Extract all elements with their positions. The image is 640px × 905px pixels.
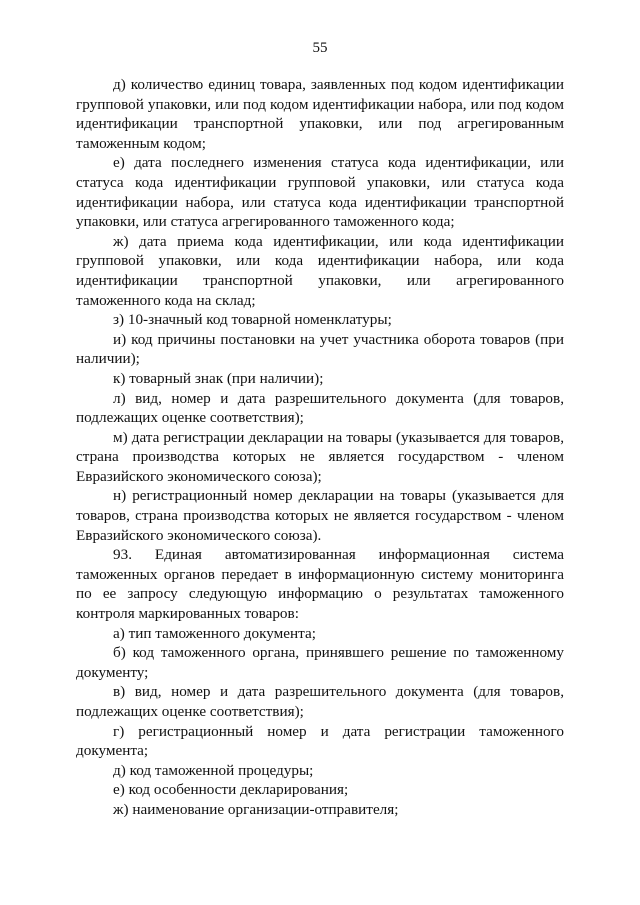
paragraph-item-e2: е) код особенности декларирования;	[113, 781, 349, 799]
paragraph-item-e: е) дата последнего изменения статуса кода идентификации, или статуса кода идентификации групповой упаковки, или статуса кода идентификации набора, или статуса кода идентификации транспортной упаковки, или статуса агрегированного таможенного кода;	[76, 154, 564, 231]
paragraph-item-k: к) товарный знак (при наличии);	[113, 369, 324, 387]
document-body	[76, 75, 564, 820]
paragraph-item-z: з) 10-значный код товарной номенклатуры;	[113, 311, 392, 329]
paragraph-item-d2: д) код таможенной процедуры;	[113, 761, 314, 779]
paragraph-item-n: н) регистрационный номер декларации на товары (указывается для товаров, страна производства которых не является государством - членом Евразийского экономического союза).	[76, 487, 564, 544]
paragraph-item-a: а) тип таможенного документа;	[113, 624, 316, 642]
paragraph-item-g: г) регистрационный номер и дата регистрации таможенного документа;	[76, 722, 564, 760]
paragraph-item-zh: ж) дата приема кода идентификации, или кода идентификации групповой упаковки, или кода идентификации набора, или кода идентификации транспортной упаковки, или агрегированного таможенного кода на склад;	[76, 232, 564, 309]
section-93-intro: 93. Единая автоматизированная информационная система таможенных органов передает в информационную систему мониторинга по ее запросу следующую информацию о результатах таможенного контроля маркированных товаров:	[76, 546, 564, 623]
paragraph-item-l: л) вид, номер и дата разрешительного документа (для товаров, подлежащих оценке соответствия);	[76, 389, 564, 427]
paragraph-item-b: б) код таможенного органа, принявшего решение по таможенному документу;	[76, 644, 564, 681]
page-number: 55	[312, 40, 328, 56]
paragraph-item-v: в) вид, номер и дата разрешительного документа (для товаров, подлежащих оценке соответствия);	[76, 683, 564, 720]
paragraph-item-zh2: ж) наименование организации-отправителя;	[113, 800, 399, 818]
paragraph-item-i: и) код причины постановки на учет участника оборота товаров (при наличии);	[76, 330, 564, 368]
paragraph-item-d: д) количество единиц товара, заявленных под кодом идентификации групповой упаковки, или под кодом идентификации набора, или под кодом идентификации транспортной упаковки, или под агрегированным таможенным кодом;	[76, 76, 564, 152]
paragraph-item-m: м) дата регистрации декларации на товары (указывается для товаров, страна производства которых не является государством - членом Евразийского экономического союза);	[76, 428, 564, 485]
